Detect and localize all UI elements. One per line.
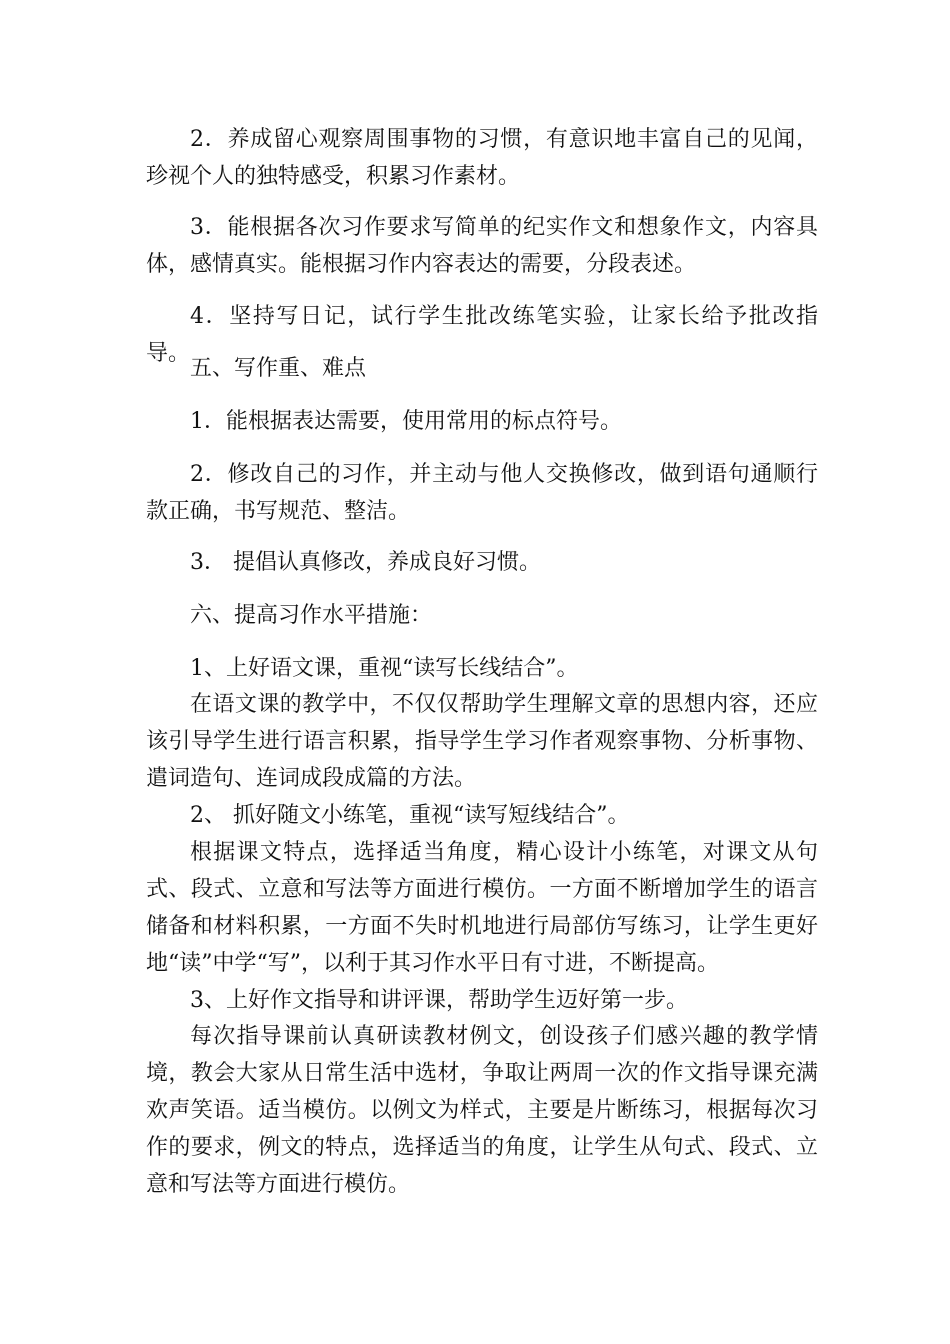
difficulty-1-paragraph: 1．能根据表达需要，使用常用的标点符号。 bbox=[190, 409, 622, 434]
difficulty-3-paragraph: 3． 提倡认真修改，养成良好习惯。 bbox=[190, 550, 541, 575]
section-six-heading: 六、提高习作水平措施： bbox=[190, 603, 433, 628]
goal-4-paragraph: 4．坚持写日记，试行学生批改练笔实验，让家长给予批改指导。 bbox=[146, 304, 818, 366]
measure-2-body: 根据课文特点，选择适当角度，精心设计小练笔，对课文从句式、段式、立意和写法等方面进行模仿。一方面不断增加学生的语言储备和材料积累，一方面不失时机地进行局部仿写练习，让学生更好地“读”中学“写”，以利于其习作水平日有寸进，不断提高。 bbox=[146, 840, 818, 976]
measure-2-heading: 2、 抓好随文小练笔，重视“读写短线结合”。 bbox=[190, 803, 630, 828]
section-five-heading: 五、写作重、难点 bbox=[190, 356, 367, 381]
measure-3-body: 每次指导课前认真研读教材例文，创设孩子们感兴趣的教学情境，教会大家从日常生活中选材，争取让两周一次的作文指导课充满欢声笑语。适当模仿。以例文为样式，主要是片断练习，根据每次习作的要求，例文的特点，选择适当的角度，让学生从句式、段式、立意和写法等方面进行模仿。 bbox=[146, 1024, 818, 1197]
measure-3-heading: 3、上好作文指导和讲评课，帮助学生迈好第一步。 bbox=[190, 988, 688, 1013]
measure-1-heading: 1、上好语文课，重视“读写长线结合”。 bbox=[190, 656, 579, 681]
goal-2-paragraph: 2．养成留心观察周围事物的习惯，有意识地丰富自己的见闻，珍视个人的独特感受，积累习作素材。 bbox=[146, 127, 818, 189]
measure-1-body: 在语文课的教学中，不仅仅帮助学生理解文章的思想内容，还应该引导学生进行语言积累，指导学生学习作者观察事物、分析事物、遣词造句、连词成段成篇的方法。 bbox=[146, 692, 818, 791]
goal-3-paragraph: 3．能根据各次习作要求写简单的纪实作文和想象作文，内容具体，感情真实。能根据习作内容表达的需要，分段表述。 bbox=[146, 215, 818, 277]
difficulty-2-paragraph: 2．修改自己的习作，并主动与他人交换修改，做到语句通顺行款正确，书写规范、整洁。 bbox=[146, 462, 818, 524]
